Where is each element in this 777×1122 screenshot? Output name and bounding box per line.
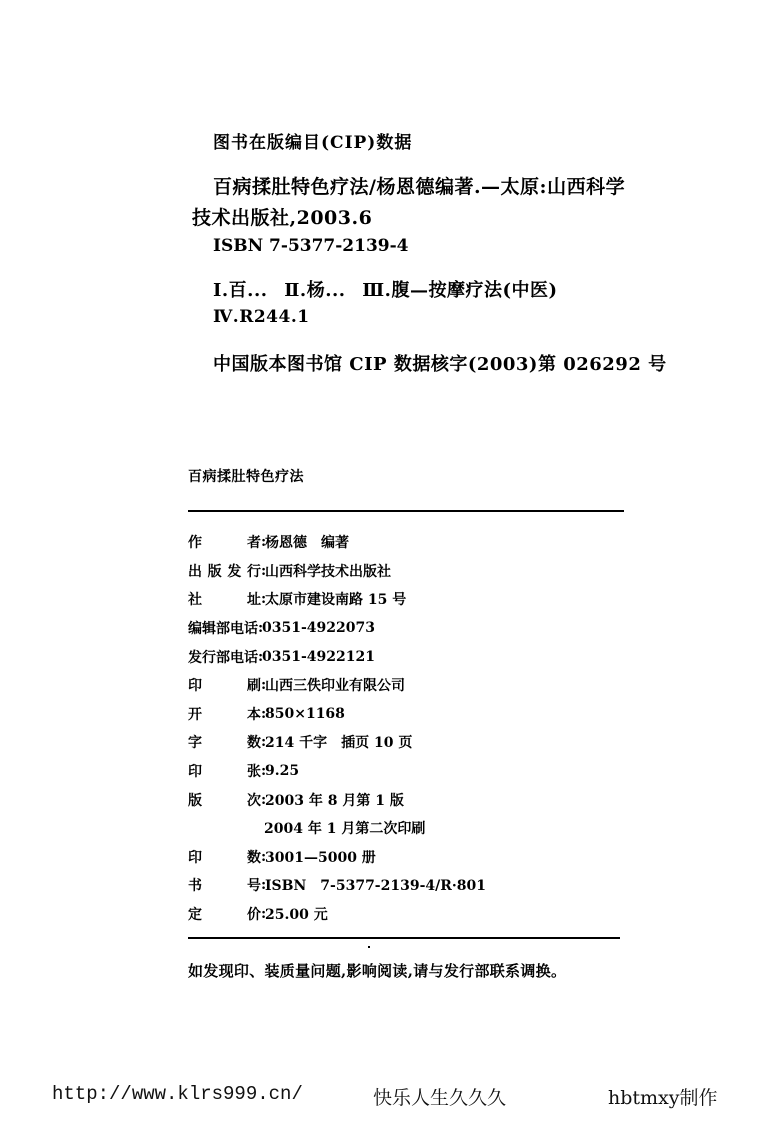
- imprint-value: 太原市建设南路 15 号: [265, 592, 407, 609]
- colon: :: [261, 791, 267, 808]
- imprint-row-sheets: [188, 757, 486, 786]
- imprint-value: 2003 年 8 月第 1 版: [265, 792, 404, 809]
- imprint-label: 书 号: [188, 878, 261, 895]
- footer-site-name: 快乐人生久久久: [373, 1087, 507, 1109]
- imprint-row-isbn: [188, 871, 486, 900]
- imprint-label: 发行部电话: [188, 649, 258, 666]
- imprint-value: 山西科学技术出版社: [265, 563, 391, 580]
- imprint-value: 山西三佚印业有限公司: [265, 678, 405, 695]
- imprint-label: 开 本: [188, 706, 261, 723]
- imprint-row-price: [188, 900, 486, 929]
- imprint-value: 25.00 元: [265, 907, 328, 924]
- imprint-row-editorial-phone: [188, 614, 486, 643]
- colon: :: [261, 848, 267, 865]
- imprint-value: 9.25: [265, 763, 300, 780]
- imprint-value: 0351-4922121: [262, 648, 375, 665]
- imprint-label: 印 刷: [188, 678, 261, 695]
- cip-line-classification: Ⅳ.R244.1: [213, 307, 310, 327]
- imprint-label: 社 址: [188, 592, 261, 609]
- imprint-label: 作 者: [188, 535, 261, 552]
- imprint-label: 印 数: [188, 849, 261, 866]
- cip-line-publisher-date: 技术出版社,2003.6: [192, 207, 373, 229]
- footer-url-link[interactable]: http://www.klrs999.cn/: [52, 1083, 303, 1105]
- colon: :: [261, 591, 267, 608]
- imprint-label: 字 数: [188, 735, 261, 752]
- colon: :: [261, 734, 267, 751]
- imprint-row-distribution-phone: [188, 642, 486, 671]
- imprint-value: 0351-4922073: [262, 620, 375, 637]
- cip-heading: 图书在版编目(CIP)数据: [213, 133, 413, 153]
- cip-line-subjects: Ⅰ.百... Ⅱ.杨... Ⅲ.腹—按摩疗法(中医): [213, 280, 558, 301]
- cip-line-isbn: ISBN 7-5377-2139-4: [213, 236, 409, 256]
- imprint-value: 3001—5000 册: [265, 849, 376, 866]
- imprint-row-publisher: [188, 557, 486, 586]
- imprint-label: 印 张: [188, 764, 261, 781]
- imprint-label: 版 次: [188, 792, 261, 809]
- imprint-row-word-count: [188, 728, 486, 757]
- imprint-list: [188, 528, 486, 928]
- imprint-row-format: [188, 700, 486, 729]
- imprint-row-edition-reprint: [188, 814, 486, 843]
- imprint-value: ISBN 7-5377-2139-4/R·801: [265, 878, 486, 895]
- colon: :: [261, 877, 267, 894]
- print-speck: [368, 946, 370, 948]
- colon: :: [258, 620, 264, 637]
- colon: :: [261, 677, 267, 694]
- imprint-row-author: [188, 528, 486, 557]
- imprint-value: 850×1168: [265, 705, 345, 722]
- cip-line-record-number: 中国版本图书馆 CIP 数据核字(2003)第 026292 号: [213, 354, 667, 375]
- imprint-label: 出版发行: [188, 563, 261, 580]
- imprint-row-edition: [188, 785, 486, 814]
- colon: :: [261, 763, 267, 780]
- book-title: 百病揉肚特色疗法: [188, 469, 304, 485]
- colon: :: [261, 705, 267, 722]
- imprint-row-printer: [188, 671, 486, 700]
- imprint-label: 编辑部电话: [188, 621, 258, 638]
- colon: :: [261, 562, 267, 579]
- imprint-row-address: [188, 585, 486, 614]
- colon: :: [261, 534, 267, 551]
- quality-notice: 如发现印、装质量问题,影响阅读,请与发行部联系调换。: [188, 962, 567, 980]
- divider-bottom: [188, 937, 620, 939]
- divider-top: [188, 510, 624, 512]
- imprint-row-print-run: [188, 843, 486, 872]
- colon: :: [261, 906, 267, 923]
- footer-credit: hbtmxy制作: [608, 1087, 718, 1109]
- imprint-value: 杨恩德 编著: [265, 535, 349, 552]
- imprint-value: 2004 年 1 月第二次印刷: [264, 821, 426, 838]
- imprint-label: 定 价: [188, 907, 261, 924]
- colon: :: [258, 648, 264, 665]
- cip-line-title-author: 百病揉肚特色疗法/杨恩德编著.—太原:山西科学: [213, 176, 626, 198]
- imprint-value: 214 千字 插页 10 页: [265, 735, 413, 752]
